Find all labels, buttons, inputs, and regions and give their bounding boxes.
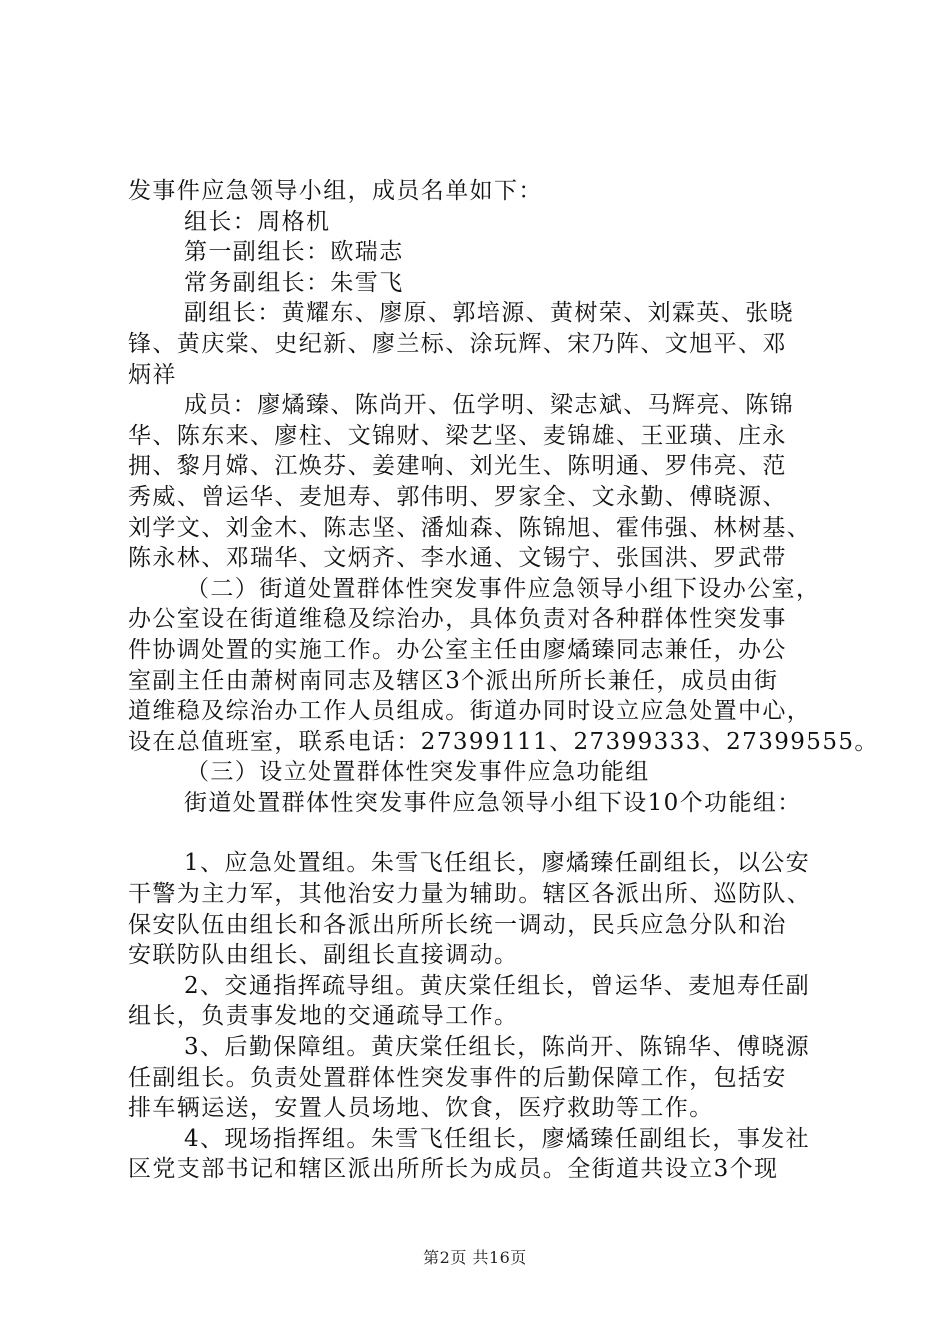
text-line: 任副组长。负责处置群体性突发事件的后勤保障工作，包括安 <box>128 1064 787 1091</box>
text-line: 拥、黎月嫦、江焕芬、姜建响、刘光生、陈明通、罗伟亮、范 <box>128 453 787 480</box>
text-line: 安联防队由组长、副组长直接调动。 <box>128 942 519 969</box>
text-line: 设在总值班室，联系电话：27399111、27399333、27399555。 <box>128 728 879 755</box>
text-line: 秀威、曾运华、麦旭寿、郭伟明、罗家全、文永勤、傅晓源、 <box>128 483 787 510</box>
text-line: 街道处置群体性突发事件应急领导小组下设10个功能组： <box>184 789 802 816</box>
text-line: （二）街道处置群体性突发事件应急领导小组下设办公室， <box>186 575 821 602</box>
text-line: 发事件应急领导小组，成员名单如下： <box>128 178 543 204</box>
text-line: 炳祥 <box>128 361 177 388</box>
text-line: 常务副组长：朱雪飞 <box>184 269 404 296</box>
text-line: 室副主任由萧树南同志及辖区3个派出所所长兼任，成员由街 <box>128 667 779 694</box>
document-body <box>128 176 879 1185</box>
text-line: 陈永林、邓瑞华、文炳齐、李水通、文锡宁、张国洪、罗武带 <box>128 545 787 572</box>
text-line: 组长，负责事发地的交通疏导工作。 <box>128 1003 519 1030</box>
text-line: 2、交通指挥疏导组。黄庆棠任组长，曾运华、麦旭寿任副 <box>184 972 811 999</box>
text-line: 办公室设在街道维稳及综治办，具体负责对各种群体性突发事 <box>128 606 787 633</box>
text-line: 件协调处置的实施工作。办公室主任由廖燏臻同志兼任，办公 <box>128 636 787 663</box>
blank-line <box>128 818 836 848</box>
text-line: 华、陈东来、廖柱、文锦财、梁艺坚、麦锦雄、王亚璜、庄永 <box>128 422 787 449</box>
text-line: 4、现场指挥组。朱雪飞任组长，廖燏臻任副组长，事发社 <box>184 1125 811 1152</box>
text-line: 干警为主力军，其他治安力量为辅助。辖区各派出所、巡防队、 <box>128 881 812 908</box>
text-line: 1、应急处置组。朱雪飞任组长，廖燏臻任副组长，以公安 <box>184 850 811 877</box>
text-line: 成员：廖燏臻、陈尚开、伍学明、梁志斌、马辉亮、陈锦 <box>184 392 794 419</box>
text-line: 区党支部书记和辖区派出所所长为成员。全街道共设立3个现 <box>128 1156 779 1183</box>
text-line: 道维稳及综治办工作人员组成。街道办同时设立应急处置中心， <box>128 698 812 725</box>
text-line: 锋、黄庆棠、史纪新、廖兰标、涂玩辉、宋乃阵、文旭平、邓 <box>128 330 787 357</box>
text-line: 组长：周格机 <box>184 208 331 235</box>
text-line: 排车辆运送，安置人员场地、饮食，医疗救助等工作。 <box>128 1095 714 1122</box>
text-line: 3、后勤保障组。黄庆棠任组长，陈尚开、陈锦华、傅晓源 <box>184 1034 811 1061</box>
text-line: 刘学文、刘金木、陈志坚、潘灿森、陈锦旭、霍伟强、林树基、 <box>128 514 812 541</box>
page-number-footer: 第2页 共16页 <box>423 1248 527 1267</box>
text-line: （三）设立处置群体性突发事件应急功能组 <box>186 759 650 786</box>
text-line: 副组长：黄耀东、廖原、郭培源、黄树荣、刘霖英、张晓 <box>184 300 794 327</box>
text-line: 保安队伍由组长和各派出所所长统一调动，民兵应急分队和治 <box>128 911 787 938</box>
text-line: 第一副组长：欧瑞志 <box>184 239 404 266</box>
